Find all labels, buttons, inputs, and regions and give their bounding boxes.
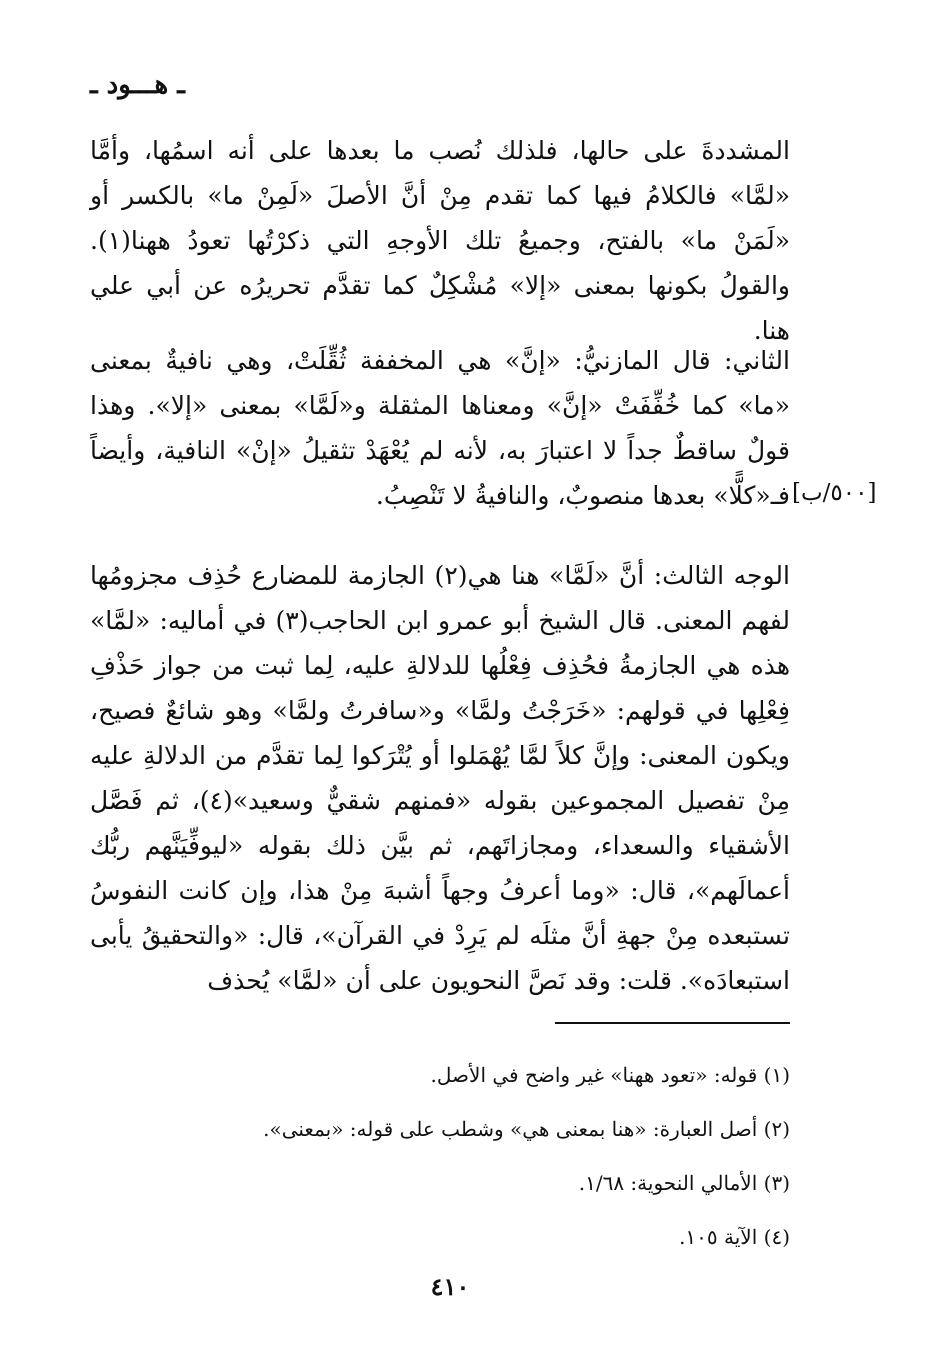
footnotes xyxy=(100,1055,790,1271)
running-title: ـ هـــود ـ xyxy=(90,70,185,100)
paragraph-3 xyxy=(90,553,790,1003)
paragraph-text: المشددةَ على حالها، فلذلك نُصب ما بعدها على أنه اسمُها، وأمَّا «لمَّا» فالكلامُ فيها كما تقدم مِنْ أنَّ الأصلَ «لَمِنْ ما» بالكسر أو «لَمَنْ ما» بالفتح، وجميعُ تلك الأوجهِ التي ذكرْتُها تعودُ ههنا(١). والقولُ بكونها بمعنى «إلا» مُشْكِلٌ كما تقدَّم تحريرُه عن أبي علي هنا. xyxy=(90,136,790,345)
paragraph-text: الثاني: قال المازنيُّ: «إنَّ» هي المخففة ثُقِّلَتْ، وهي نافيةٌ بمعنى «ما» كما خُفِّفَتْ «إنَّ» ومعناها المثقلة و«لَمَّا» بمعنى «إلا». وهذا قولٌ ساقطٌ جداً لا اعتبارَ به، لأنه لم يُعْهَدْ تثقيلُ «إنْ» النافية، وأيضاً فـ«كلًّا» بعدها منصوبٌ، والنافيةُ لا تَنْصِبُ. xyxy=(90,346,790,510)
paragraph-1 xyxy=(90,128,790,353)
paragraph-2 xyxy=(90,338,790,518)
footnote-3: (٣) الأمالي النحوية: ١/٦٨. xyxy=(578,1171,790,1195)
footnote-4: (٤) الآية ١٠٥. xyxy=(679,1225,790,1249)
page-number: ٤١٠ xyxy=(430,1272,470,1301)
paragraph-text: الوجه الثالث: أنَّ «لَمَّا» هنا هي(٢) الجازمة للمضارع حُذِف مجزومُها لفهم المعنى. قال الشيخ أبو عمرو ابن الحاجب(٣) في أماليه: «لمَّا» هذه هي الجازمةُ فحُذِف فِعْلُها للدلالةِ عليه، لِما ثبت من جواز حَذْفِ فِعْلِها في قولهم: «خَرَجْتُ ولمَّا» و«سافرتُ ولمَّا» وهو شائعٌ فصيح، ويكون المعنى: وإنَّ كلاً لمَّا يُهْمَلوا أو يُتْرَكوا لِما تقدَّم من الدلالةِ عليه مِنْ تفصيل المجموعين بقوله «فمنهم شقيٌّ وسعيد»(٤)، ثم فَصَّل الأشقياء والسعداء، ومجازاتَهم، ثم بيَّن ذلك بقوله «ليوفِّيَنَّهم ربُّك أعمالَهم»، قال: «وما أعرفُ وجهاً أشبهَ مِنْ هذا، وإن كانت النفوسُ تستبعده مِنْ جهةِ أنَّ مثلَه لم يَرِدْ في القرآن»، قال: «والتحقيقُ يأبى استبعادَه». قلت: وقد نَصَّ النحويون على أن «لمَّا» يُحذف xyxy=(90,561,790,995)
folio-margin-note: [٥٠٠/ب] xyxy=(792,480,877,506)
footnote-1: (١) قوله: «تعود ههنا» غير واضح في الأصل. xyxy=(430,1063,790,1087)
footnote-2: (٢) أصل العبارة: «هنا بمعنى هي» وشطب على قوله: «بمعنى». xyxy=(263,1117,790,1141)
footnote-separator xyxy=(555,1022,790,1024)
